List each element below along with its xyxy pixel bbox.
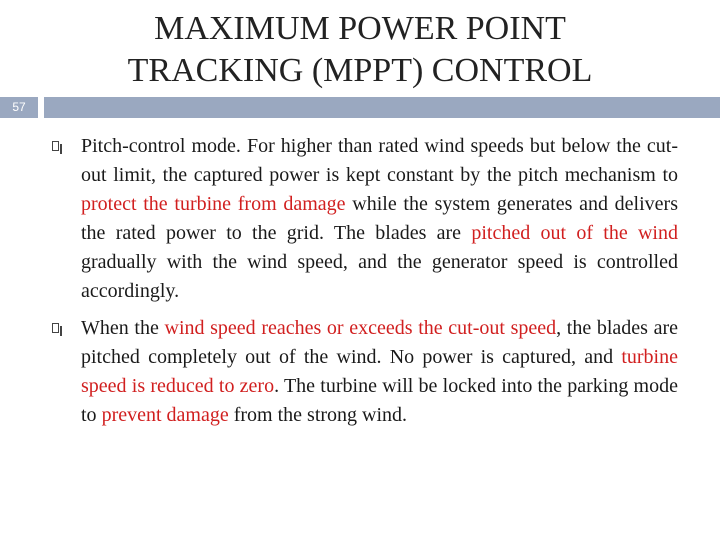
header-strip xyxy=(44,97,720,118)
bullet-item-pitch-control xyxy=(52,132,678,306)
text-segment: while the system generates and delivers the rated power to the grid. The blades are xyxy=(81,193,678,244)
square-bullet-icon xyxy=(52,323,59,333)
highlighted-text: pitched out of the wind xyxy=(471,222,678,244)
text-segment: gradually with the wind speed, and the generator speed is controlled accordingly. xyxy=(81,251,678,302)
highlighted-text: wind speed reaches or exceeds the cut-out speed xyxy=(164,317,557,339)
bullet-item-cut-out xyxy=(52,314,678,430)
text-segment: Pitch-control mode. For higher than rated wind speeds but below the cut-out limit, the captured power is kept constant by the pitch mechanism to xyxy=(81,135,678,186)
highlighted-text: turbine speed is reduced to zero xyxy=(81,346,678,397)
highlighted-text: protect the turbine from damage xyxy=(81,193,346,215)
slide-number: 57 xyxy=(0,97,38,118)
highlighted-text: prevent damage xyxy=(101,404,229,426)
title-line-2: TRACKING (MPPT) CONTROL xyxy=(127,52,593,89)
text-segment: . The turbine will be locked into the parking mode to xyxy=(81,375,678,426)
slide-title xyxy=(0,8,720,92)
slide-body xyxy=(52,132,678,438)
bullet-text xyxy=(81,132,678,306)
slide-header-bar xyxy=(0,97,720,118)
title-line-1: MAXIMUM POWER POINT xyxy=(154,10,566,47)
square-bullet-icon xyxy=(52,141,59,151)
text-segment: When the xyxy=(81,317,165,339)
text-segment: , the blades are pitched completely out of the wind. No power is captured, and xyxy=(81,317,679,368)
bullet-text xyxy=(81,314,678,430)
text-segment: from the strong wind. xyxy=(228,404,408,426)
